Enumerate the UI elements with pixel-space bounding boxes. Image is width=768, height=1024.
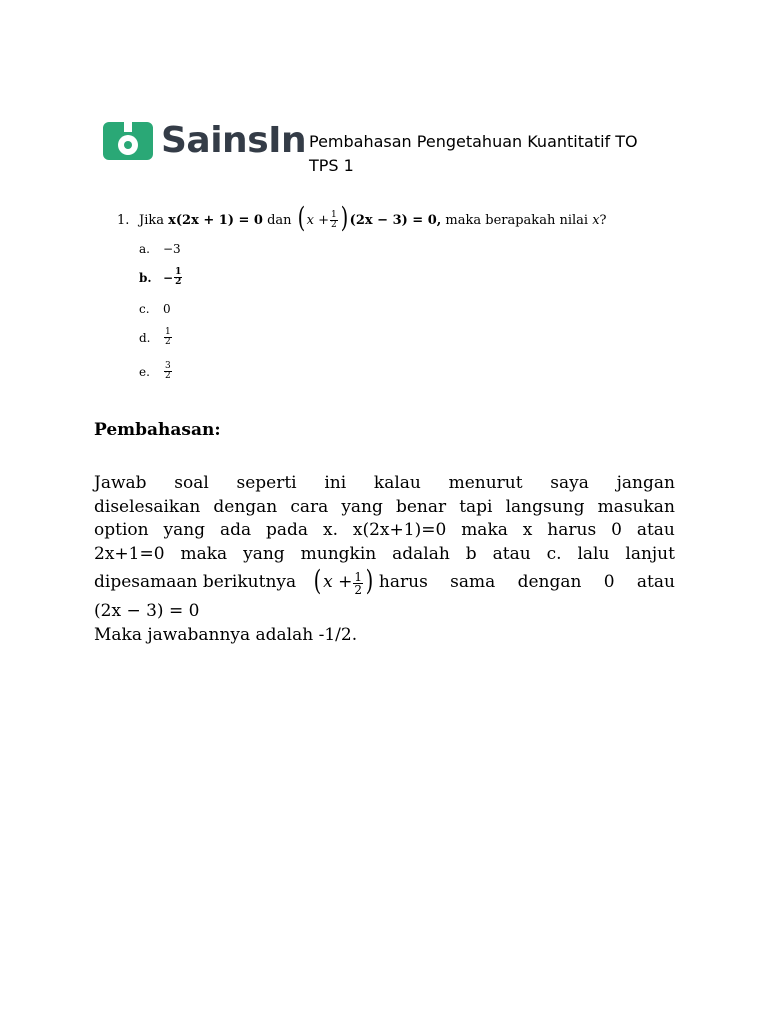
word: benar [395,496,447,517]
explanation-text-tail [375,571,675,595]
paren-close: ) [340,201,349,234]
option-a [139,242,181,256]
word: option [94,520,149,540]
word: soal [174,473,209,493]
fraction-denominator: 2 [165,371,171,381]
word: adalah [392,543,450,564]
word: lalu [577,543,610,564]
fraction-denominator: 2 [175,277,182,287]
option-letter: b. [139,270,152,285]
option-fraction [164,328,172,347]
fraction-numerator: 3 [165,361,171,371]
fraction-numerator: 1 [354,569,362,584]
word: dengan [517,572,582,593]
word: maka [461,520,508,540]
word: maka [180,543,228,564]
word: ada [219,520,252,540]
paren-open: ( [297,201,305,234]
explanation-line [94,496,675,520]
option-fraction [164,362,172,381]
word: yang [163,520,206,540]
option-e [139,362,173,381]
word: lanjut [625,543,675,564]
word: mungkin [300,543,377,564]
fraction-denominator: 2 [331,219,337,230]
equation-2-x: x + [306,212,329,228]
question-number: 1. [117,212,130,228]
explanation-heading: Pembahasan: [94,420,221,440]
question-text-jika: Jika [139,212,164,228]
question-text-dan: dan [267,212,292,228]
option-letter: d. [139,330,151,345]
word: harus [378,572,428,593]
word: dengan [213,496,278,517]
word: x. [322,520,338,540]
word: ini [324,473,347,493]
equation-1: x(2x + 1) = 0 [168,212,263,228]
word: menurut [448,473,523,493]
word: saya [550,473,589,493]
option-letter: a. [139,242,150,256]
answer-line: Maka jawabannya adalah -1/2. [94,624,358,645]
question-text-tail: maka berapakah nilai [445,212,589,228]
word: x [522,520,533,540]
option-b [139,268,183,287]
option-value: 0 [163,302,171,316]
equation-2-rest: (2x − 3) = 0, [349,212,442,228]
word: Jawab [94,473,147,493]
word: jangan [616,473,675,493]
fraction-numerator: 1 [165,327,171,337]
sainsin-logo-icon [103,122,153,160]
word: pada [266,520,309,540]
equation-2-fraction [330,211,338,230]
word: sama [450,572,496,593]
option-sign: − [163,270,174,285]
question-mark: ? [599,212,607,228]
word: kalau [373,473,421,493]
fraction-numerator: 1 [175,267,182,277]
word: yang [341,496,383,517]
word: yang [243,543,285,564]
document-title: Pembahasan Pengetahuan Kuantitatif TO TPS 1 [309,132,638,175]
option-letter: e. [139,364,150,379]
word: 2x+1=0 [94,543,165,564]
word: diselesaikan [94,496,201,517]
word: atau [636,520,675,540]
word: tapi [459,496,493,517]
word: atau [492,543,531,564]
word: atau [636,572,675,593]
paren-close: ) [365,564,374,597]
word: harus [547,520,597,540]
explanation-text: dipesamaan berikutnya [94,572,297,593]
question-1 [117,201,607,235]
explanation-line [94,472,675,496]
brand-logo [103,121,306,161]
option-letter: c. [139,302,150,316]
word: cara [290,496,329,517]
word: 0 [603,572,615,593]
option-value: −3 [163,242,181,256]
word: 0 [611,520,622,540]
word: langsung [505,496,585,517]
explanation-paragraph [94,472,675,647]
word: c. [546,543,562,564]
explanation-line [94,543,675,567]
option-d [139,328,173,347]
equation-line: (2x − 3) = 0 [94,601,200,621]
fraction-denominator: 2 [165,337,171,347]
equation-fraction [353,571,363,596]
word: x(2x+1)=0 [352,520,447,540]
word: masukan [597,496,675,517]
word: b [465,543,477,564]
word: seperti [236,473,297,493]
option-c [139,302,171,316]
paren-open: ( [313,564,322,597]
brand-name: SainsIn [161,120,307,161]
equation-x: x + [323,572,353,593]
explanation-line [94,519,675,543]
fraction-numerator: 1 [331,209,337,220]
explanation-line-equation [94,566,675,600]
question-variable: x [592,212,600,228]
option-fraction [174,268,182,287]
fraction-denominator: 2 [354,582,362,597]
